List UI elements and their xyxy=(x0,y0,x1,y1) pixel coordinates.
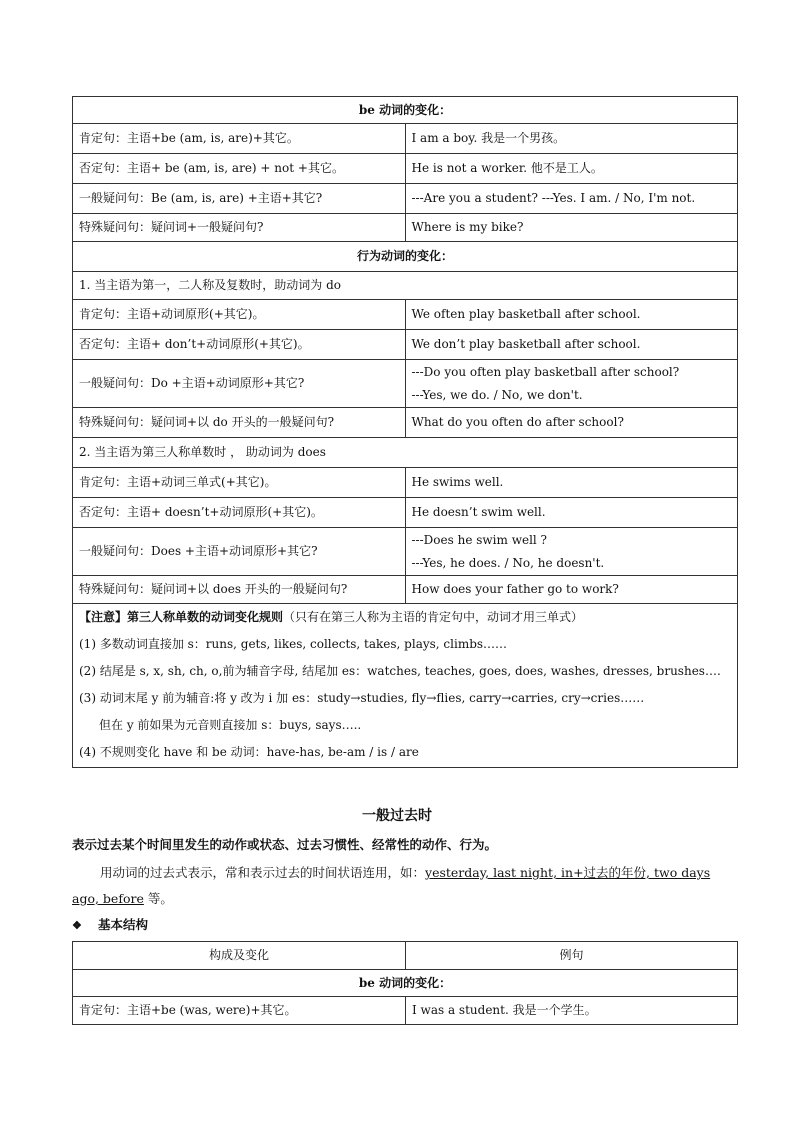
note-line-3: (3) 动词末尾 y 前为辅音:将 y 改为 i 加 es：study→studies, fly→flies, carry→carries, cry→cries…… xyxy=(79,691,645,705)
be-verb-header: be 动词的变化： xyxy=(73,97,738,124)
do-affirmative-example: We often play basketball after school. xyxy=(405,300,738,330)
does-wh-question-rule: 特殊疑问句：疑问词+以 does 开头的一般疑问句? xyxy=(73,576,406,604)
action-verb-header: 行为动词的变化： xyxy=(73,242,738,272)
section-title: 一般过去时 xyxy=(362,808,432,824)
do-negative-example: We don’t play basketball after school. xyxy=(405,330,738,360)
basic-structure-heading xyxy=(72,915,148,933)
does-question-line2: ---Yes, he does. / No, he doesn't. xyxy=(411,555,605,570)
basic-structure-label: 基本结构 xyxy=(98,917,149,932)
be-negative-example: He is not a worker. 他不是工人。 xyxy=(405,154,738,184)
past-be-affirmative-example: I was a student. 我是一个学生。 xyxy=(406,997,738,1025)
be-affirmative-rule: 肯定句：主语+be (am, is, are)+其它。 xyxy=(73,124,406,154)
note-line-2: (2) 结尾是 s, x, sh, ch, o,前为辅音字母, 结尾加 es：watches, teaches, goes, does, washes, dresses, brushes…. xyxy=(79,664,721,678)
does-negative-example: He doesn’t swim well. xyxy=(405,498,738,528)
do-wh-question-rule: 特殊疑问句：疑问词+以 do 开头的一般疑问句? xyxy=(73,408,406,438)
note-line-1: (1) 多数动词直接加 s：runs, gets, likes, collects, takes, plays, climbs…… xyxy=(79,637,508,651)
do-question-line1: ---Do you often play basketball after school? xyxy=(411,364,680,379)
past-tense-table xyxy=(72,941,738,1025)
note-title: 【注意】第三人称单数的动词变化规则 xyxy=(79,610,284,624)
diamond-bullet-icon: ❖ xyxy=(72,919,82,932)
note-line-4: 但在 y 前如果为元音则直接加 s：buys, says….. xyxy=(99,718,362,732)
do-question-rule: 一般疑问句：Do +主语+动词原形+其它? xyxy=(73,360,406,408)
does-question-example xyxy=(405,528,738,576)
be-wh-question-example: Where is my bike? xyxy=(405,214,738,242)
group2-title: 2. 当主语为第三人称单数时 ， 助动词为 does xyxy=(73,438,738,468)
note-heading xyxy=(79,604,731,631)
group1-title: 1. 当主语为第一，二人称及复数时，助动词为 do xyxy=(73,272,738,300)
do-affirmative-rule: 肯定句：主语+动词原形(+其它)。 xyxy=(73,300,406,330)
do-question-example xyxy=(405,360,738,408)
usage-prefix: 用动词的过去式表示，常和表示过去的时间状语连用，如： xyxy=(100,865,426,880)
does-negative-rule: 否定句：主语+ doesn’t+动词原形(+其它)。 xyxy=(73,498,406,528)
does-affirmative-example: He swims well. xyxy=(405,468,738,498)
usage-examples: yesterday, last night, in+过去的年份, two days ago, before xyxy=(72,865,711,906)
be-negative-rule: 否定句：主语+ be (am, is, are) + not +其它。 xyxy=(73,154,406,184)
be-affirmative-example: I am a boy. 我是一个男孩。 xyxy=(405,124,738,154)
past-tense-usage xyxy=(72,860,738,912)
do-question-line2: ---Yes, we do. / No, we don't. xyxy=(411,387,583,402)
do-wh-question-example: What do you often do after school? xyxy=(405,408,738,438)
past-be-affirmative-rule: 肯定句：主语+be (was, were)+其它。 xyxy=(73,997,406,1025)
be-wh-question-rule: 特殊疑问句：疑问词+一般疑问句? xyxy=(73,214,406,242)
past-be-header: be 动词的变化： xyxy=(73,970,738,997)
col-header-example: 例句 xyxy=(406,942,738,970)
note-line-5: (4) 不规则变化 have 和 be 动词：have-has, be-am / is / are xyxy=(79,745,419,759)
past-tense-definition: 表示过去某个时间里发生的动作或状态、过去习惯性、经常性的动作、行为。 xyxy=(72,837,498,852)
note-subtitle: （只有在第三人称为主语的肯定句中，动词才用三单式） xyxy=(283,610,584,624)
do-negative-rule: 否定句：主语+ don’t+动词原形(+其它)。 xyxy=(73,330,406,360)
col-header-structure: 构成及变化 xyxy=(73,942,406,970)
present-tense-table xyxy=(72,96,738,768)
does-question-rule: 一般疑问句：Does +主语+动词原形+其它? xyxy=(73,528,406,576)
does-affirmative-rule: 肯定句：主语+动词三单式(+其它)。 xyxy=(73,468,406,498)
be-question-rule: 一般疑问句：Be (am, is, are) +主语+其它? xyxy=(73,184,406,214)
does-question-line1: ---Does he swim well ? xyxy=(411,532,547,547)
be-question-example: ---Are you a student? ---Yes. I am. / No, I'm not. xyxy=(405,184,738,214)
does-wh-question-example: How does your father go to work? xyxy=(405,576,738,604)
third-person-note xyxy=(73,604,738,768)
usage-suffix: 等。 xyxy=(143,891,173,906)
